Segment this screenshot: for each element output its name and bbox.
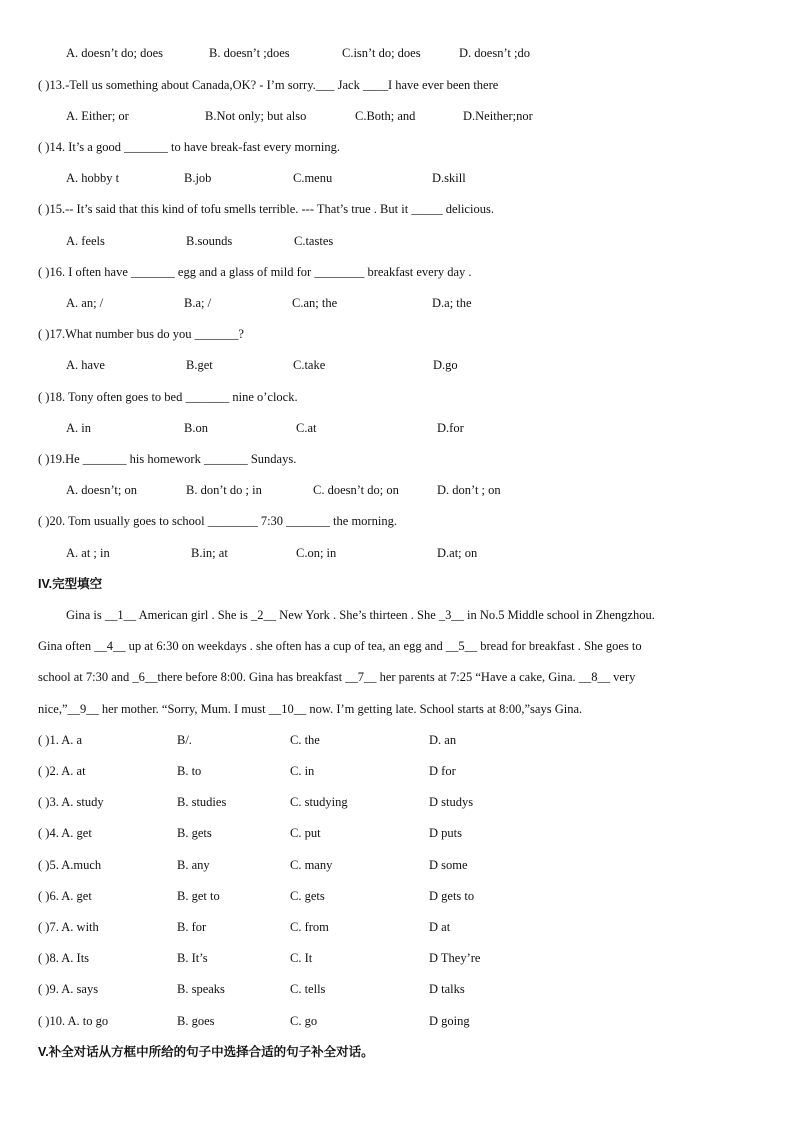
- question-14-option-a: A. hobby t: [66, 171, 120, 185]
- question-16-option-c: C.an; the: [292, 296, 338, 310]
- cloze-item-3-d: D studys: [429, 795, 474, 809]
- cloze-item-8-d: D They’re: [429, 951, 481, 965]
- cloze-item-1-b: B/.: [177, 733, 192, 747]
- question-17-option-b: B.get: [186, 358, 213, 372]
- question-17-stem: ( )17.What number bus do you _______?: [38, 327, 244, 341]
- cloze-item-4-a: ( )4. A. get: [38, 826, 92, 840]
- question-19-option-b: B. don’t do ; in: [186, 483, 262, 497]
- question-15-option-b: B.sounds: [186, 234, 233, 248]
- question-16-option-d: D.a; the: [432, 296, 472, 310]
- question-14-option-b: B.job: [184, 171, 212, 185]
- question-13-option-b: B.Not only; but also: [205, 109, 307, 123]
- cloze-item-5-a: ( )5. A.much: [38, 858, 102, 872]
- question-15-option-a: A. feels: [66, 234, 105, 248]
- question-20-option-d: D.at; on: [437, 546, 478, 560]
- cloze-item-2-c: C. in: [290, 764, 315, 778]
- cloze-item-10-b: B. goes: [177, 1014, 215, 1028]
- cloze-item-5-b: B. any: [177, 858, 210, 872]
- q12-option-d: D. doesn’t ;do: [459, 46, 530, 60]
- question-14-stem: ( )14. It’s a good _______ to have break-fast every morning.: [38, 140, 341, 154]
- question-13-option-c: C.Both; and: [355, 109, 416, 123]
- cloze-item-6-b: B. get to: [177, 889, 220, 903]
- cloze-item-9-c: C. tells: [290, 982, 326, 996]
- cloze-item-7-b: B. for: [177, 920, 207, 934]
- cloze-item-2-d: D for: [429, 764, 456, 778]
- cloze-item-7-d: D at: [429, 920, 451, 934]
- cloze-item-10-a: ( )10. A. to go: [38, 1014, 109, 1028]
- cloze-item-1-d: D. an: [429, 733, 457, 747]
- cloze-item-4-b: B. gets: [177, 826, 212, 840]
- passage-line-1: Gina is __1__ American girl . She is _2__ New York . She’s thirteen . She _3__ in No.5 Middle school in Zhengzhou.: [66, 608, 655, 622]
- cloze-item-7-c: C. from: [290, 920, 329, 934]
- question-18-option-c: C.at: [296, 421, 317, 435]
- question-19-option-a: A. doesn’t; on: [66, 483, 137, 497]
- question-19-option-c: C. doesn’t do; on: [313, 483, 399, 497]
- cloze-item-4-d: D puts: [429, 826, 462, 840]
- question-18-option-b: B.on: [184, 421, 208, 435]
- cloze-item-5-d: D some: [429, 858, 468, 872]
- q12-option-a: A. doesn’t do; does: [66, 46, 163, 60]
- section-iv-title: IV.完型填空: [38, 577, 103, 591]
- question-13-option-a: A. Either; or: [66, 109, 129, 123]
- cloze-item-10-d: D going: [429, 1014, 470, 1028]
- question-20-option-c: C.on; in: [296, 546, 337, 560]
- section-v-title: V.补全对话从方框中所给的句子中选择合适的句子补全对话。: [38, 1045, 374, 1059]
- q12-option-c: C.isn’t do; does: [342, 46, 421, 60]
- question-15-stem: ( )15.-- It’s said that this kind of tofu smells terrible. --- That’s true . But it _____ delicious.: [38, 202, 494, 216]
- cloze-item-3-c: C. studying: [290, 795, 348, 809]
- passage-line-4: nice,”__9__ her mother. “Sorry, Mum. I must __10__ now. I’m getting late. School starts at 8:00,”says Gina.: [38, 702, 583, 716]
- cloze-item-9-a: ( )9. A. says: [38, 982, 99, 996]
- question-19-option-d: D. don’t ; on: [437, 483, 501, 497]
- question-19-stem: ( )19.He _______ his homework _______ Sundays.: [38, 452, 297, 466]
- question-15-option-c: C.tastes: [294, 234, 334, 248]
- question-20-option-a: A. at ; in: [66, 546, 110, 560]
- question-18-option-a: A. in: [66, 421, 91, 435]
- question-16-stem: ( )16. I often have _______ egg and a glass of mild for ________ breakfast every day .: [38, 265, 472, 279]
- cloze-item-3-b: B. studies: [177, 795, 227, 809]
- question-13-option-d: D.Neither;nor: [463, 109, 533, 123]
- cloze-item-9-d: D talks: [429, 982, 465, 996]
- question-17-option-c: C.take: [293, 358, 326, 372]
- question-14-option-c: C.menu: [293, 171, 333, 185]
- question-14-option-d: D.skill: [432, 171, 466, 185]
- cloze-item-6-d: D gets to: [429, 889, 475, 903]
- cloze-item-9-b: B. speaks: [177, 982, 225, 996]
- question-17-option-a: A. have: [66, 358, 105, 372]
- question-16-option-a: A. an; /: [66, 296, 104, 310]
- question-16-option-b: B.a; /: [184, 296, 212, 310]
- cloze-item-7-a: ( )7. A. with: [38, 920, 99, 934]
- cloze-item-1-a: ( )1. A. a: [38, 733, 83, 747]
- cloze-item-1-c: C. the: [290, 733, 320, 747]
- q12-option-b: B. doesn’t ;does: [209, 46, 290, 60]
- cloze-item-5-c: C. many: [290, 858, 333, 872]
- cloze-item-8-a: ( )8. A. Its: [38, 951, 90, 965]
- question-20-option-b: B.in; at: [191, 546, 228, 560]
- cloze-item-6-a: ( )6. A. get: [38, 889, 92, 903]
- question-20-stem: ( )20. Tom usually goes to school ________ 7:30 _______ the morning.: [38, 514, 397, 528]
- cloze-item-6-c: C. gets: [290, 889, 325, 903]
- cloze-item-3-a: ( )3. A. study: [38, 795, 104, 809]
- cloze-item-8-b: B. It’s: [177, 951, 208, 965]
- question-18-option-d: D.for: [437, 421, 464, 435]
- cloze-item-10-c: C. go: [290, 1014, 318, 1028]
- passage-line-3: school at 7:30 and _6__there before 8:00. Gina has breakfast __7__ her parents at 7:25 “Have a cake, Gina. __8__ very: [38, 670, 636, 684]
- cloze-item-8-c: C. It: [290, 951, 313, 965]
- question-13-stem: ( )13.-Tell us something about Canada,OK? - I’m sorry.___ Jack ____I have ever been there: [38, 78, 499, 92]
- question-18-stem: ( )18. Tony often goes to bed _______ nine o’clock.: [38, 390, 298, 404]
- cloze-item-4-c: C. put: [290, 826, 321, 840]
- passage-line-2: Gina often __4__ up at 6:30 on weekdays . she often has a cup of tea, an egg and __5__ bread for breakfast . She goes to: [38, 639, 642, 653]
- cloze-item-2-a: ( )2. A. at: [38, 764, 86, 778]
- cloze-item-2-b: B. to: [177, 764, 202, 778]
- question-17-option-d: D.go: [433, 358, 458, 372]
